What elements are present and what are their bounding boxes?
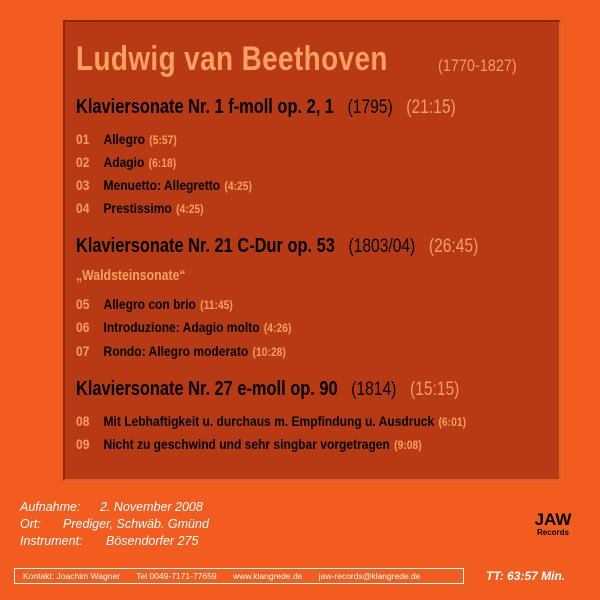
track-number: 06 xyxy=(76,319,90,335)
sonata-title: Klaviersonate Nr. 21 C-Dur op. 53 xyxy=(76,235,335,257)
track-number: 02 xyxy=(76,154,90,170)
contact-person: Kontakt: Joachim Wagner xyxy=(23,571,121,581)
track-row xyxy=(76,319,291,335)
track-row xyxy=(76,296,233,312)
track-title: Allegro con brio xyxy=(103,296,196,312)
recording-location-value: Prediger, Schwäb. Gmünd xyxy=(63,517,209,531)
track-row xyxy=(76,413,466,429)
sonata-duration: (26:45) xyxy=(428,236,479,257)
track-time: (10:28) xyxy=(252,345,286,359)
sonata-heading xyxy=(76,378,459,401)
sonata-title: Klaviersonate Nr. 1 f-moll op. 2, 1 xyxy=(76,96,334,118)
sonata-heading xyxy=(76,235,478,258)
track-time: (6:01) xyxy=(438,415,467,429)
track-title: Prestissimo xyxy=(103,200,172,216)
track-time: (4:26) xyxy=(263,321,292,335)
track-row xyxy=(76,200,204,216)
track-title: Allegro xyxy=(103,131,146,147)
track-title: Introduzione: Adagio molto xyxy=(103,319,260,335)
sonata-date: (1814) xyxy=(351,379,397,400)
track-number: 04 xyxy=(76,200,90,216)
track-number: 01 xyxy=(76,131,90,147)
recording-instrument xyxy=(20,534,198,548)
recording-date-value: 2. November 2008 xyxy=(100,500,203,514)
sonata-heading xyxy=(76,96,456,119)
composer-name: Ludwig van Beethoven xyxy=(76,40,388,78)
track-time: (5:57) xyxy=(149,133,177,147)
track-number: 07 xyxy=(76,343,90,359)
recording-location-label: Ort: xyxy=(20,517,41,531)
track-title: Rondo: Allegro moderato xyxy=(103,343,249,359)
track-time: (4:25) xyxy=(224,179,252,193)
jaw-records-logo xyxy=(532,511,574,538)
track-title: Nicht zu geschwind und sehr singbar vorgetragen xyxy=(103,436,390,452)
track-time: (4:25) xyxy=(176,202,204,216)
sonata-duration: (15:15) xyxy=(409,379,460,400)
track-time: (6:18) xyxy=(148,156,177,170)
track-number: 09 xyxy=(76,436,90,452)
contact-box xyxy=(14,568,464,584)
sonata-nickname: „Waldsteinsonate“ xyxy=(76,267,186,284)
sonata-date: (1803/04) xyxy=(348,236,416,257)
recording-date xyxy=(20,500,203,514)
contact-phone: Tel 0049-7171-77659 xyxy=(136,571,217,581)
composer-years: (1770-1827) xyxy=(438,56,517,75)
total-time: TT: 63:57 Min. xyxy=(486,569,566,583)
recording-date-label: Aufnahme: xyxy=(20,500,81,514)
track-title: Mit Lebhaftigkeit u. durchaus m. Empfindung u. Ausdruck xyxy=(103,413,435,429)
sonata-title: Klaviersonate Nr. 27 e-moll op. 90 xyxy=(76,378,338,400)
recording-instrument-label: Instrument: xyxy=(20,534,83,548)
track-row xyxy=(76,343,286,359)
sonata-duration: (21:15) xyxy=(406,97,456,118)
track-row xyxy=(76,177,252,193)
track-title: Menuetto: Allegretto xyxy=(103,177,221,193)
track-number: 08 xyxy=(76,413,90,429)
track-row xyxy=(76,436,422,452)
contact-email[interactable]: jaw-records@klangrede.de xyxy=(318,571,421,581)
track-number: 05 xyxy=(76,296,90,312)
logo-sub-text: Records xyxy=(536,528,569,537)
recording-instrument-value: Bösendorfer 275 xyxy=(106,534,199,548)
track-title: Adagio xyxy=(103,154,145,170)
track-row xyxy=(76,131,177,147)
track-row xyxy=(76,154,176,170)
recording-location xyxy=(20,517,209,531)
logo-main-text: JAW xyxy=(534,510,572,529)
contact-website[interactable]: www.klangrede.de xyxy=(232,571,303,581)
track-time: (9:08) xyxy=(394,438,422,452)
track-number: 03 xyxy=(76,177,90,193)
track-time: (11:45) xyxy=(200,298,233,312)
sonata-date: (1795) xyxy=(347,97,393,118)
